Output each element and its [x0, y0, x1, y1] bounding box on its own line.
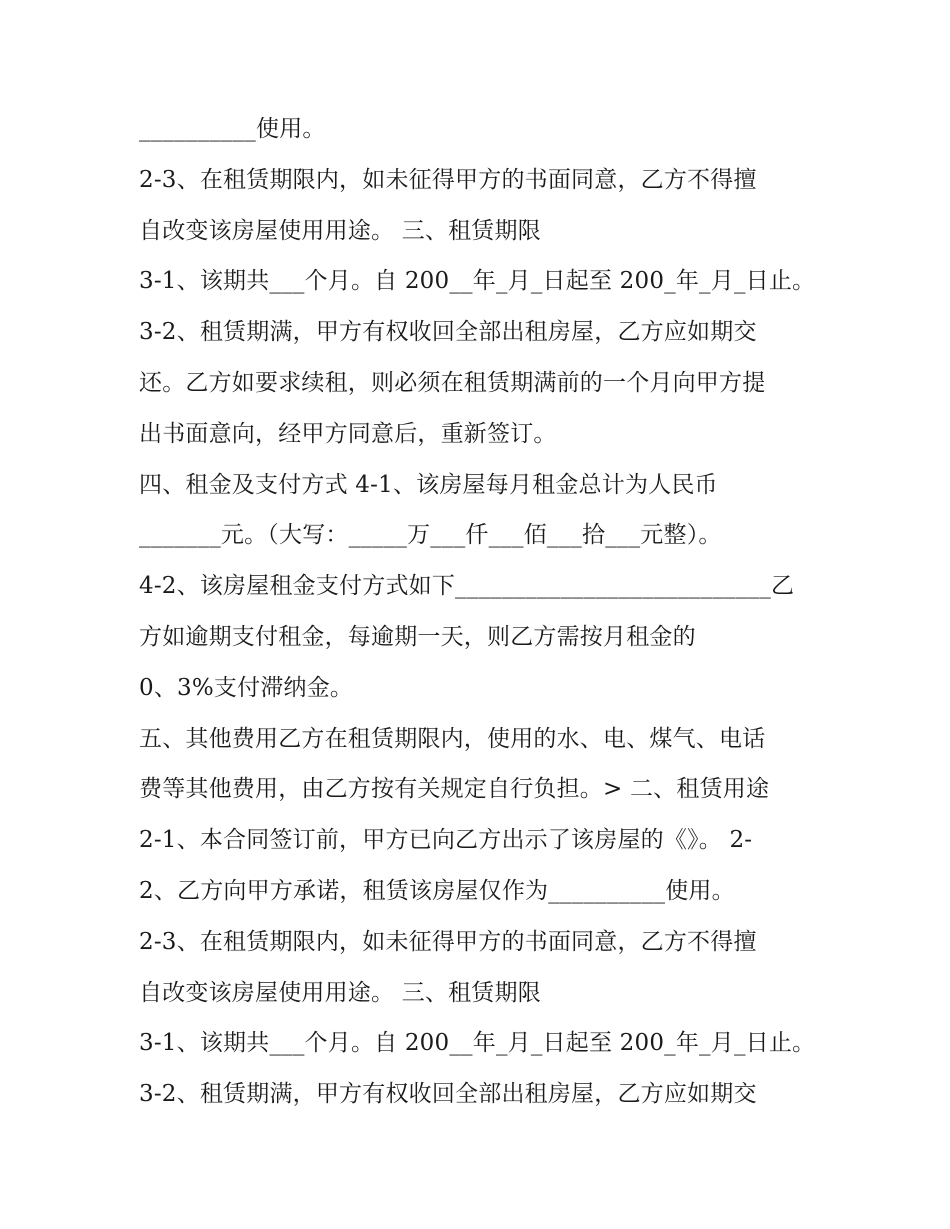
text-line-11: 方如逾期支付租金，每逾期一天，则乙方需按月租金的 — [139, 623, 696, 650]
text-line-5: 3-2、租赁期满，甲方有权收回全部出租房屋，乙方应如期交 — [139, 319, 757, 346]
text-line-8: 四、租金及支付方式 4-1、该房屋每月租金总计为人民币 — [139, 471, 718, 498]
text-line-4: 3-1、该期共___个月。自 200__年_月_日起至 200_年_月_日止。 — [139, 268, 816, 295]
text-line-14: 费等其他费用，由乙方按有关规定自行负担。> 二、租赁用途 — [139, 776, 770, 803]
text-line-6: 还。乙方如要求续租，则必须在租赁期满前的一个月向甲方提 — [139, 369, 766, 396]
text-line-17: 2-3、在租赁期限内，如未征得甲方的书面同意，乙方不得擅 — [139, 928, 757, 955]
text-line-12: 0、3%支付滞纳金。 — [139, 674, 354, 701]
text-line-16: 2、乙方向甲方承诺，租赁该房屋仅作为__________使用。 — [139, 877, 735, 904]
text-line-18: 自改变该房屋使用用途。 三、租赁期限 — [139, 979, 541, 1006]
text-line-7: 出书面意向，经甲方同意后，重新签订。 — [139, 420, 557, 447]
text-line-3: 自改变该房屋使用用途。 三、租赁期限 — [139, 217, 541, 244]
text-line-9: _______元。（大写：_____万___仟___佰___拾___元整）。 — [139, 522, 722, 549]
document-body — [139, 104, 819, 1120]
text-line-1: __________使用。 — [139, 116, 326, 142]
text-line-20: 3-2、租赁期满，甲方有权收回全部出租房屋，乙方应如期交 — [139, 1081, 757, 1108]
text-line-13: 五、其他费用乙方在租赁期限内，使用的水、电、煤气、电话 — [139, 725, 766, 752]
text-line-15: 2-1、本合同签订前，甲方已向乙方出示了该房屋的《》。 2- — [139, 827, 753, 854]
text-line-19: 3-1、该期共___个月。自 200__年_月_日起至 200_年_月_日止。 — [139, 1030, 816, 1057]
text-line-10: 4-2、该房屋租金支付方式如下___________________________乙 — [139, 573, 795, 600]
text-line-2: 2-3、在租赁期限内，如未征得甲方的书面同意，乙方不得擅 — [139, 166, 757, 193]
